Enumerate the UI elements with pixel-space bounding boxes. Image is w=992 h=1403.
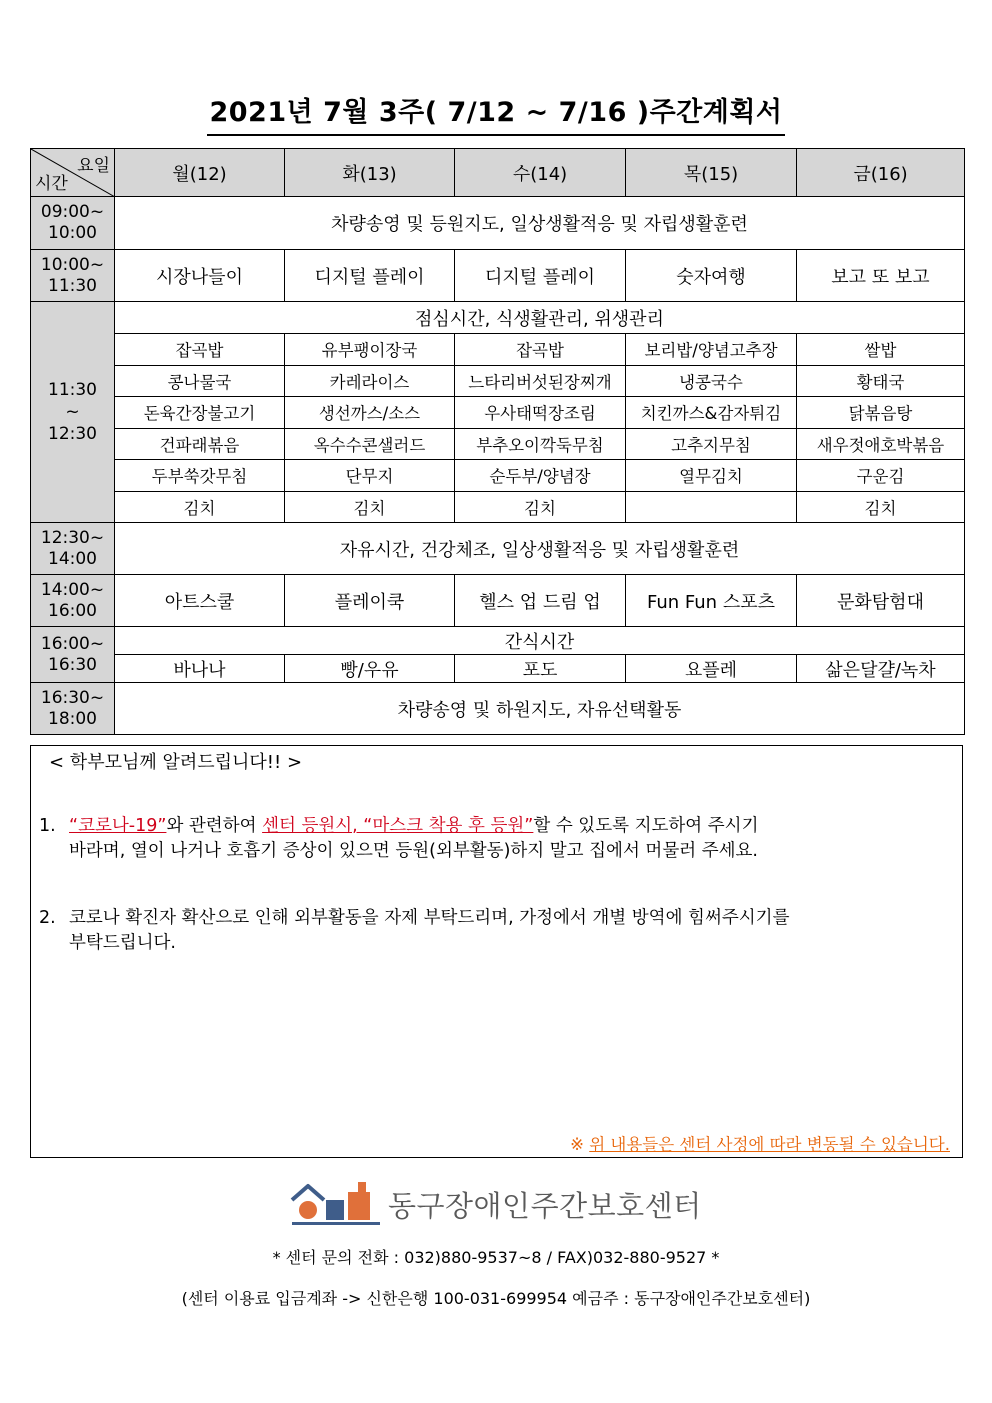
schedule-row <box>31 575 965 627</box>
time-cell: 16:00~ 16:30 <box>31 627 115 683</box>
menu-cell <box>626 491 797 523</box>
corner-time-label: 시간 <box>35 174 68 194</box>
menu-cell: 열무김치 <box>626 460 797 492</box>
menu-cell: 잡곡밥 <box>115 334 285 366</box>
activity-span: 자유시간, 건강체조, 일상생활적응 및 자립생활훈련 <box>115 523 965 575</box>
corner-day-label: 요일 <box>77 156 110 176</box>
menu-cell: 잡곡밥 <box>455 334 626 366</box>
menu-cell: 유부팽이장국 <box>285 334 455 366</box>
menu-cell: 김치 <box>797 491 965 523</box>
menu-cell: 황태국 <box>797 365 965 397</box>
header-row <box>31 149 965 197</box>
notice-item-1: 1. “코로나-19”와 관련하여 센터 등원시, “마스크 착용 후 등원”할 수 있도록 지도하여 주시기 바라며, 열이 나거나 호흡기 증상이 있으면 등원(외부활동)하지 말고 집에서 머물러 주세요. <box>39 816 759 861</box>
schedule-row <box>31 250 965 302</box>
snack-cell: 요플레 <box>626 655 797 683</box>
menu-cell: 치킨까스&감자튀김 <box>626 397 797 429</box>
notice-footnote: ※ 위 내용들은 센터 사정에 따라 변동될 수 있습니다. <box>570 1135 950 1154</box>
activity-cell: 헬스 업 드림 업 <box>455 575 626 627</box>
menu-cell: 돈육간장불고기 <box>115 397 285 429</box>
menu-row <box>31 397 965 429</box>
menu-cell: 두부쑥갓무침 <box>115 460 285 492</box>
contact-info: * 센터 문의 전화 : 032)880-9537~8 / FAX)032-880-9527 * <box>272 1248 720 1267</box>
snack-cell: 삶은달걀/녹차 <box>797 655 965 683</box>
snack-heading: 간식시간 <box>115 627 965 655</box>
menu-cell: 냉콩국수 <box>626 365 797 397</box>
bank-account-info: (센터 이용료 입금계좌 -> 신한은행 100-031-699954 예금주 : 동구장애인주간보호센터) <box>181 1289 811 1308</box>
time-cell: 09:00~ 10:00 <box>31 197 115 250</box>
activity-cell: 디지털 플레이 <box>285 250 455 302</box>
menu-cell: 부추오이깍둑무침 <box>455 428 626 460</box>
day-header-mon: 월(12) <box>115 149 285 197</box>
menu-cell: 구운김 <box>797 460 965 492</box>
day-header-wed: 수(14) <box>455 149 626 197</box>
activity-cell: 플레이쿡 <box>285 575 455 627</box>
menu-cell: 우사태떡장조림 <box>455 397 626 429</box>
menu-cell: 김치 <box>455 491 626 523</box>
day-header-tue: 화(13) <box>285 149 455 197</box>
menu-cell: 쌀밥 <box>797 334 965 366</box>
menu-cell: 새우젓애호박볶음 <box>797 428 965 460</box>
house-logo-icon <box>290 1178 382 1228</box>
menu-row <box>31 491 965 523</box>
menu-row <box>31 460 965 492</box>
time-cell: 16:30~ 18:00 <box>31 683 115 735</box>
schedule-row <box>31 523 965 575</box>
snack-row <box>31 655 965 683</box>
menu-cell: 김치 <box>285 491 455 523</box>
menu-row <box>31 365 965 397</box>
schedule-row <box>31 683 965 735</box>
activity-span: 차량송영 및 등원지도, 일상생활적응 및 자립생활훈련 <box>115 197 965 250</box>
menu-cell: 콩나물국 <box>115 365 285 397</box>
time-cell: 14:00~ 16:00 <box>31 575 115 627</box>
corner-cell <box>31 149 115 197</box>
menu-row <box>31 334 965 366</box>
activity-cell: 문화탐험대 <box>797 575 965 627</box>
activity-span: 차량송영 및 하원지도, 자유선택활동 <box>115 683 965 735</box>
activity-cell: 아트스쿨 <box>115 575 285 627</box>
menu-cell: 단무지 <box>285 460 455 492</box>
snack-cell: 포도 <box>455 655 626 683</box>
activity-cell: 보고 또 보고 <box>797 250 965 302</box>
menu-cell: 고추지무침 <box>626 428 797 460</box>
day-header-fri: 금(16) <box>797 149 965 197</box>
snack-heading-row <box>31 627 965 655</box>
notice-heading: < 학부모님께 알려드립니다!! > <box>49 752 303 773</box>
menu-row <box>31 428 965 460</box>
menu-cell: 생선까스/소스 <box>285 397 455 429</box>
snack-cell: 바나나 <box>115 655 285 683</box>
parent-notice-box <box>30 745 963 1158</box>
weekly-schedule-table <box>30 148 965 735</box>
menu-cell: 김치 <box>115 491 285 523</box>
time-cell: 10:00~ 11:30 <box>31 250 115 302</box>
menu-cell: 옥수수콘샐러드 <box>285 428 455 460</box>
schedule-row <box>31 197 965 250</box>
activity-cell: 시장나들이 <box>115 250 285 302</box>
activity-cell: 숫자여행 <box>626 250 797 302</box>
time-cell: 12:30~ 14:00 <box>31 523 115 575</box>
menu-cell: 느타리버섯된장찌개 <box>455 365 626 397</box>
menu-cell: 순두부/양념장 <box>455 460 626 492</box>
activity-cell: Fun Fun 스포츠 <box>626 575 797 627</box>
time-cell: 11:30 ~ 12:30 <box>31 302 115 523</box>
menu-cell: 카레라이스 <box>285 365 455 397</box>
lunch-heading-row <box>31 302 965 334</box>
center-logo <box>290 1178 710 1228</box>
activity-cell: 디지털 플레이 <box>455 250 626 302</box>
snack-cell: 빵/우유 <box>285 655 455 683</box>
center-name: 동구장애인주간보호센터 <box>388 1189 702 1223</box>
day-header-thu: 목(15) <box>626 149 797 197</box>
page-title: 2021년 7월 3주( 7/12 ~ 7/16 )주간계획서 <box>0 96 992 136</box>
menu-cell: 보리밥/양념고추장 <box>626 334 797 366</box>
menu-cell: 건파래볶음 <box>115 428 285 460</box>
lunch-heading: 점심시간, 식생활관리, 위생관리 <box>115 302 965 334</box>
menu-cell: 닭볶음탕 <box>797 397 965 429</box>
notice-item-2: 2. 코로나 확진자 확산으로 인해 외부활동을 자제 부탁드리며, 가정에서 개별 방역에 힘써주시기를 부탁드립니다. <box>39 908 790 953</box>
